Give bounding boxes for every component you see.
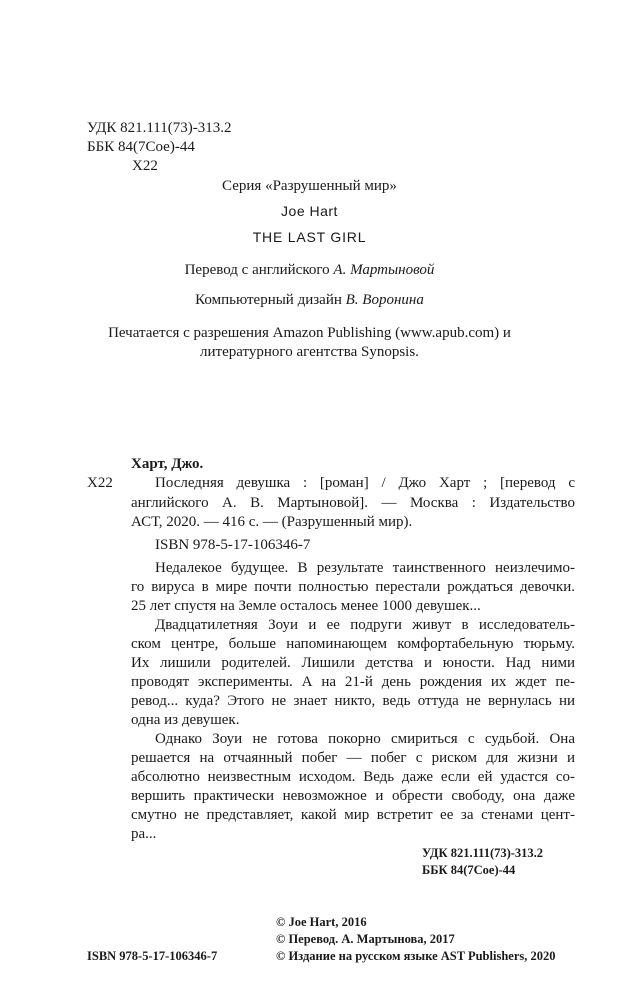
translation-credit bbox=[0, 261, 619, 279]
permission-line-2: литературного агентства Synopsis. bbox=[200, 344, 419, 360]
annotation-line: ском центре, больше напоминающем комфортабельную тюрьму. bbox=[131, 636, 575, 652]
catalog-line: АСТ, 2020. — 416 с. — (Разрушенный мир). bbox=[131, 514, 413, 530]
annotation-line: го вируса в мире почти полностью перестали рождаться девочки. bbox=[131, 579, 575, 595]
annotation-line: вершить практически невозможное и обрести свободу, она даже bbox=[131, 788, 575, 804]
original-title: THE LAST GIRL bbox=[252, 229, 367, 245]
catalog-line: Последняя девушка : [роман] / Джо Харт ; [перевод с bbox=[155, 475, 575, 491]
copyright-line: © Перевод. А. Мартынова, 2017 bbox=[276, 932, 455, 946]
copyright-isbn: ISBN 978-5-17-106346-7 bbox=[87, 949, 218, 963]
copyright-line: © Joe Hart, 2016 bbox=[276, 915, 367, 929]
catalog-isbn: ISBN 978-5-17-106346-7 bbox=[155, 537, 311, 553]
annotation-line: решается на отчаянный побег — побег с риском для жизни и bbox=[131, 750, 575, 766]
annotation-line: одна из девушек. bbox=[131, 712, 240, 728]
translator-name: А. Мартыновой bbox=[333, 262, 435, 278]
bbk-code: ББК 84(7Сое)-44 bbox=[87, 139, 195, 155]
original-author: Joe Hart bbox=[281, 203, 338, 219]
annotation-line: Двадцатилетняя Зоуи и ее подруги живут в исследователь- bbox=[155, 617, 575, 633]
series-line: Серия «Разрушенный мир» bbox=[222, 178, 397, 194]
annotation-line: проводят эксперименты. А на 21-й день рождения их ждет пе- bbox=[131, 674, 575, 690]
annotation-line: 25 лет спустя на Земле осталось менее 1000 девушек... bbox=[131, 598, 481, 614]
design-prefix: Компьютерный дизайн bbox=[195, 292, 342, 308]
catalog-line: английского А. В. Мартыновой]. — Москва : Издательство bbox=[131, 495, 575, 511]
bbk-code-bottom: ББК 84(7Сое)-44 bbox=[422, 863, 516, 877]
udk-code: УДК 821.111(73)-313.2 bbox=[87, 120, 232, 136]
designer-name: В. Воронина bbox=[345, 292, 424, 308]
annotation-line: Недалекое будущее. В результате таинственного неизлечимо- bbox=[155, 560, 575, 576]
annotation-line: абсолютно неизвестным исходом. Ведь даже если ей удастся со- bbox=[131, 769, 575, 785]
catalog-heading: Харт, Джо. bbox=[131, 456, 204, 472]
annotation-line: Их лишили родителей. Лишили детства и юности. Над ними bbox=[131, 655, 575, 671]
permission-line-1: Печатается с разрешения Amazon Publishing (www.apub.com) и bbox=[108, 325, 511, 341]
udk-code-bottom: УДК 821.111(73)-313.2 bbox=[422, 846, 544, 860]
annotation-line: ревод... куда? Этого не знает никто, ведь оттуда не вернулась ни bbox=[131, 693, 575, 709]
annotation-line: смутно не представляет, какой мир встретит ее за стенами цент- bbox=[131, 807, 575, 823]
annotation-line: ра... bbox=[131, 826, 157, 842]
annotation-line: Однако Зоуи не готова покорно смириться с судьбой. Она bbox=[155, 731, 575, 747]
catalog-mark: Х22 bbox=[87, 475, 113, 491]
design-credit bbox=[0, 291, 619, 309]
copyright-line: © Издание на русском языке AST Publishers, 2020 bbox=[276, 949, 556, 963]
author-mark: Х22 bbox=[132, 158, 158, 174]
translation-prefix: Перевод с английского bbox=[184, 262, 330, 278]
